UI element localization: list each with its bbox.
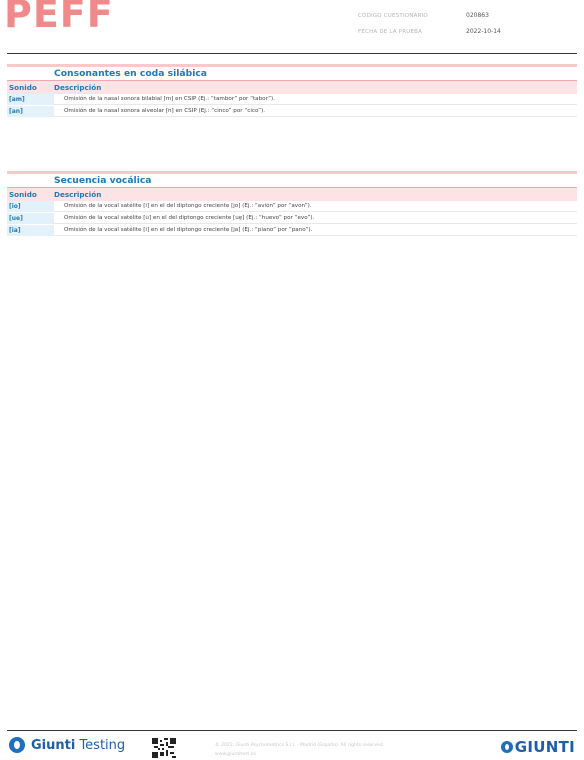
meta-value: 2022-10-14: [466, 28, 501, 35]
website-link[interactable]: www.giuntitest.es: [215, 752, 256, 757]
section-secuencia-vocalica: [7, 171, 577, 237]
section-title-row: [7, 174, 577, 188]
meta-label: FECHA DE LA PRUEBA: [358, 29, 423, 35]
description-cell: Omisión de la nasal sonora alveolar [n] en CSIP (Ej.: “cinco” por “cico”).: [54, 106, 577, 117]
section-title: Consonantes en coda silábica: [54, 68, 207, 79]
qr-code-icon: [152, 738, 176, 758]
sound-cell: [ia]: [7, 225, 54, 236]
sound-cell: [io]: [7, 201, 54, 212]
table-row: [7, 106, 577, 118]
sound-cell: [am]: [7, 94, 54, 105]
meta-value: 020863: [466, 12, 489, 19]
column-header-sound: Sonido: [9, 190, 37, 199]
table-header: [7, 188, 577, 201]
table-header: [7, 81, 577, 94]
footer-divider: [7, 730, 577, 731]
giunti-logo-right: [501, 738, 575, 756]
peff-logo: PEFF: [4, 0, 114, 36]
page-footer: [7, 735, 577, 759]
column-header-sound: Sonido: [9, 83, 37, 92]
header-divider: [7, 53, 577, 54]
legal-notice: [215, 741, 384, 759]
meta-row-code: [358, 8, 501, 24]
description-cell: Omisión de la vocal satélite [u] en el del diptongo creciente [ue̯] (Ej.: “huevo” por “evo”).: [54, 213, 577, 224]
giunti-g-icon: [501, 741, 513, 753]
section-title: Secuencia vocálica: [54, 175, 152, 186]
table-row: [7, 213, 577, 225]
brand-bold: Giunti: [31, 737, 76, 753]
meta-row-date: [358, 24, 501, 40]
column-header-description: Descripción: [54, 83, 102, 92]
brand-light: Testing: [79, 737, 126, 753]
sound-cell: [ue]: [7, 213, 54, 224]
table-row: [7, 201, 577, 213]
giunti-wordmark: GIUNTI: [514, 738, 575, 756]
document-meta: [358, 8, 501, 40]
table-row: [7, 225, 577, 237]
giunti-g-icon: [9, 737, 25, 753]
section-consonantes: [7, 64, 577, 118]
brand-name: [31, 738, 125, 753]
description-cell: Omisión de la nasal sonora bilabial [m] en CSIP (Ej.: “tambor” por “tabor”).: [54, 94, 577, 105]
description-cell: Omisión de la vocal satélite [i] en el del diptongo creciente [ja] (Ej.: “piano” por “pano”).: [54, 225, 577, 236]
sound-cell: [an]: [7, 106, 54, 117]
section-title-row: [7, 67, 577, 81]
table-row: [7, 94, 577, 106]
giunti-testing-logo: [9, 737, 125, 753]
column-header-description: Descripción: [54, 190, 102, 199]
meta-label: CÓDIGO CUESTIONARIO: [358, 13, 428, 19]
legal-line: © 2022, Giunti Psychometrics S.r.l. - Madrid (España). All rights reserved.: [215, 743, 385, 748]
description-cell: Omisión de la vocal satélite [i] en el del diptongo creciente [jo] (Ej.: “avión” por “avon”).: [54, 201, 577, 212]
